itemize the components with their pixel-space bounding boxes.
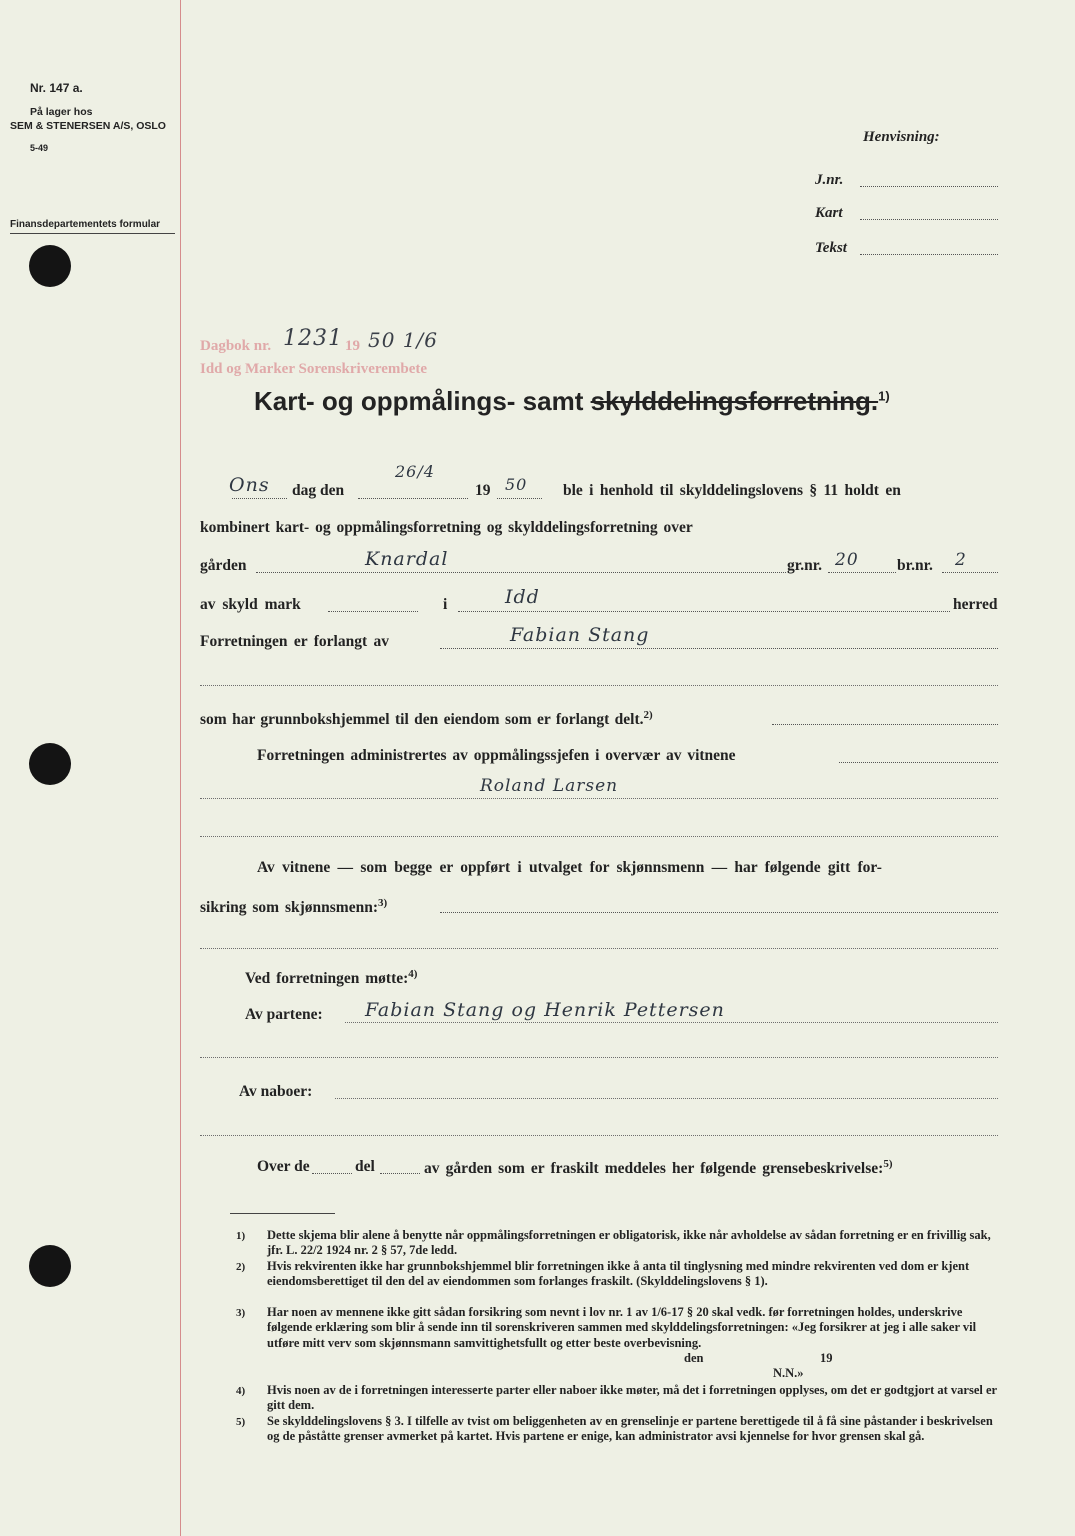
garden-label: gården [200,557,247,574]
over-de-field[interactable] [312,1173,352,1174]
document-title [254,386,890,417]
weekday-field[interactable] [232,498,287,499]
grunnbok-field[interactable] [772,724,998,725]
administrert-text: Forretningen administrertes av oppmålingssjefen i overvær av vitnene [257,747,736,764]
grnr-label: gr.nr. [787,557,823,574]
title-text: Kart- og oppmålings- samt [254,386,584,416]
date-handwritten: 26/4 [395,462,435,481]
footnote-tail-nn: N.N.» [773,1366,804,1380]
blank-line[interactable] [200,948,998,949]
year-handwritten: 50 [505,475,528,494]
jnr-label: J.nr. [815,172,844,188]
footnote-text: Har noen av mennene ikke gitt sådan forsikring som nevnt i lov nr. 1 av 1/6-17 § 20 skal vedk. før forretningen holdes, underskrive følgende erklæring som blir å sende inn til sorenskriveren sammen med skylddelingsforretningen: «Jeg forsikrer at jeg i alle saker vil utføre mitt verv som skjønnsmann samvittighetsfullt og etter beste overbevisning. [267,1305,977,1350]
over-de-label: Over de [257,1158,310,1175]
footnote-text: Se skylddelingslovens § 3. I tilfelle av tvist om beliggenheten av en grenselinje er partene berettigede til å få sine påstander i beskrivelsen og de påståtte grenser avmerket på kartet. Hvis partene er enige, kan administrator avsi kjennelse for hvor grensen skal gå. [267,1414,993,1444]
footnote-mark: 1) [236,1230,246,1242]
brnr-label: br.nr. [897,557,933,574]
form-number: Nr. 147 a. [30,81,83,95]
av-vitnene-line2 [200,897,387,917]
herred-label: herred [953,596,998,613]
partene-handwritten: Fabian Stang og Henrik Pettersen [365,999,725,1021]
stock-line: På lager hos [30,106,93,118]
forlangt-handwritten: Fabian Stang [510,624,650,646]
jnr-field[interactable] [860,186,998,187]
punch-hole [29,1245,71,1287]
del-field[interactable] [380,1173,420,1174]
footnote-mark: 4) [236,1385,246,1397]
weekday-handwritten: Ons [229,474,270,496]
footnote-text: Hvis noen av de i forretningen interesserte parter eller naboer ikke møter, må det i forretningen opplyses, om det er godtgjort at varsel er gitt dem. [267,1383,997,1413]
del-label: del [355,1158,375,1175]
witness-line[interactable] [200,798,998,799]
line2-text: kombinert kart- og oppmålingsforretning og skylddelingsforretning over [200,519,693,536]
stamp-dagbok-label: Dagbok nr. [200,338,272,354]
mote-text: Ved forretningen møtte: [245,970,409,988]
stamp-year-prefix: 19 [345,338,360,354]
blank-line[interactable] [200,1135,998,1136]
mote-mark: 4) [408,968,418,980]
naboer-label: Av naboer: [239,1083,313,1100]
naboer-field[interactable] [335,1098,998,1099]
blank-line[interactable] [200,1057,998,1058]
footnote-mark: 2) [236,1261,246,1273]
forlangt-label: Forretningen er forlangt av [200,633,390,650]
year-prefix: 19 [475,482,491,499]
tekst-field[interactable] [860,254,998,255]
brnr-handwritten: 2 [955,550,967,570]
garden-field[interactable] [256,572,786,573]
herred-handwritten: Idd [505,586,540,608]
skjonnsmenn-field[interactable] [440,912,998,913]
partene-label: Av partene: [245,1006,323,1023]
date-field[interactable] [358,498,468,499]
title-footnote-mark: 1) [878,388,890,404]
footnote-tail-den: den [684,1351,704,1365]
grense-sentence: av gården som er fraskilt meddeles her følgende grensebeskrivelse: [424,1160,884,1178]
printer-name: SEM & STENERSEN A/S, OSLO [10,120,166,132]
year-field[interactable] [497,498,542,499]
grnr-field[interactable] [828,572,896,573]
i-label: i [443,596,448,613]
grunnbok-sentence: som har grunnbokshjemmel til den eiendom som er forlangt delt. [200,711,644,729]
grunnbok-text [200,709,653,729]
form-origin: Finansdepartementets formular [10,217,175,234]
kart-field[interactable] [860,219,998,220]
title-struck-text: skylddelingsforretning. [590,386,879,416]
footnote-text: Hvis rekvirenten ikke har grunnbokshjemmel blir forretningen ikke å anta til tinglysning med mindre rekvirenten ved dom er kjent eiendomsberettiget til den del av eiendommen som forlanges fraskilt. (Skylddelingslovens § 1). [267,1259,970,1289]
footnote-tail-19: 19 [820,1351,833,1365]
av-vitnene-mark: 3) [378,897,388,909]
form-code: 5-49 [30,143,49,153]
line1-text: ble i henhold til skylddelingslovens § 11 holdt en [563,482,901,499]
stamp-office: Idd og Marker Sorenskriverembete [200,361,428,377]
punch-hole [29,743,71,785]
footnote-mark: 3) [236,1307,246,1319]
witness-line-2[interactable] [200,836,998,837]
mote-label [245,968,417,988]
grense-mark: 5) [883,1158,893,1170]
footnote-divider [230,1213,335,1214]
stamp-date: 50 1/6 [368,328,438,352]
reference-title: Henvisning: [863,129,940,145]
witness-handwritten: Roland Larsen [480,776,619,796]
brnr-field[interactable] [942,572,998,573]
herred-field[interactable] [458,611,950,612]
dag-den-label: dag den [292,482,345,499]
kart-label: Kart [815,205,843,221]
skyld-label: av skyld mark [200,596,301,613]
footnote-text: Dette skjema blir alene å benytte når oppmålingsforretningen er obligatorisk, ikke når avholdelse av sådan forretning er en frivillig sak, jfr. L. 22/2 1924 nr. 2 § 57, 7de ledd. [267,1228,991,1258]
av-vitnene-text: sikring som skjønnsmenn: [200,899,378,917]
grunnbok-mark: 2) [643,709,653,721]
partene-field[interactable] [345,1022,998,1023]
blank-line[interactable] [200,685,998,686]
administrert-field[interactable] [839,762,998,763]
punch-hole [29,245,71,287]
stamp-dagbok-number: 1231 [283,326,343,351]
margin-line [180,0,181,1536]
av-vitnene-line1: Av vitnene — som begge er oppført i utvalget for skjønnsmenn — har følgende gitt for- [257,859,882,876]
garden-handwritten: Knardal [365,548,449,570]
forlangt-field[interactable] [440,648,998,649]
grense-text [424,1158,892,1178]
grnr-handwritten: 20 [835,550,859,570]
tekst-label: Tekst [815,240,847,256]
skyld-field[interactable] [328,611,418,612]
footnote-mark: 5) [236,1416,246,1428]
